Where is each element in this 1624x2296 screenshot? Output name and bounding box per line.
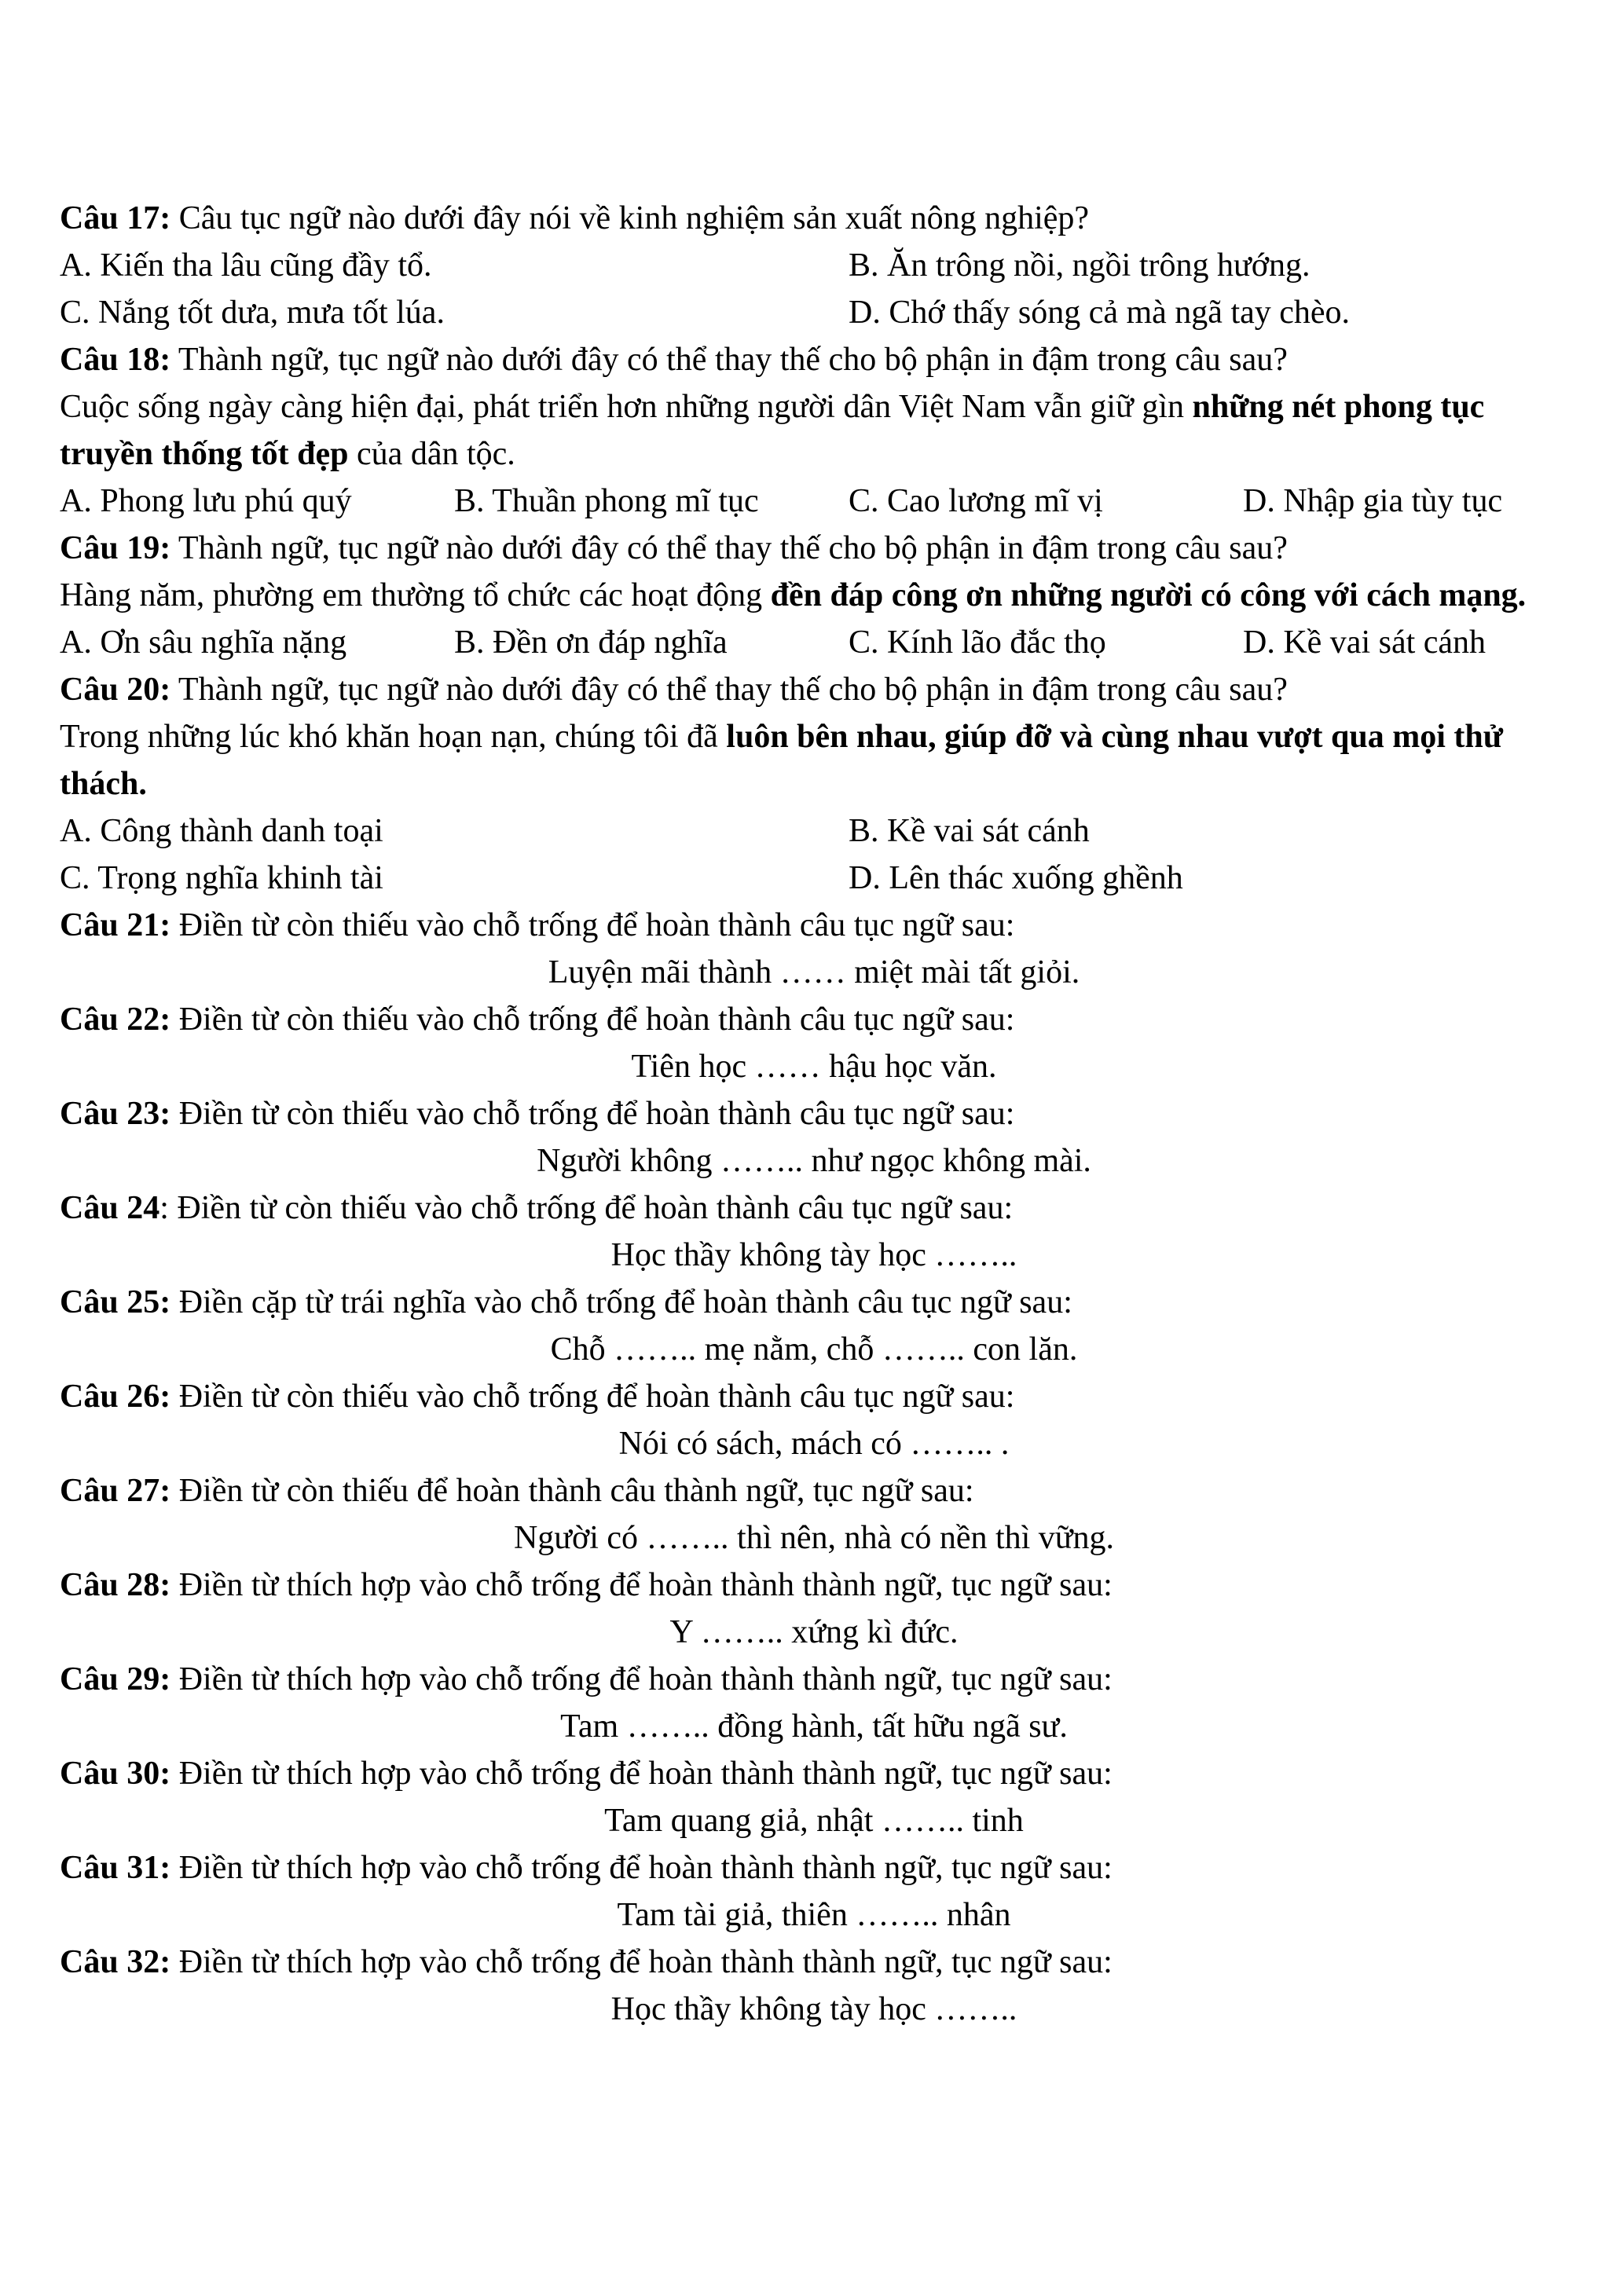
proverb-line: Học thầy không tày học …….. [610, 1237, 1017, 1273]
option-d[interactable]: D. Lên thác xuống ghềnh [849, 860, 1183, 896]
question-23 [60, 1090, 1568, 1137]
question-19 [60, 525, 1568, 572]
question-text: : Điền từ còn thiếu vào chỗ trống để hoàn thành câu tục ngữ sau: [159, 1190, 1014, 1226]
question-30 [60, 1750, 1568, 1797]
question-text: Thành ngữ, tục ngữ nào dưới đây có thể thay thế cho bộ phận in đậm trong câu sau? [170, 342, 1288, 378]
question-text: Điền cặp từ trái nghĩa vào chỗ trống để hoàn thành câu tục ngữ sau: [170, 1284, 1072, 1320]
question-label: Câu 32: [60, 1944, 171, 1980]
question-text: Điền từ thích hợp vào chỗ trống để hoàn thành thành ngữ, tục ngữ sau: [170, 1567, 1113, 1603]
proverb-line: Chỗ …….. mẹ nằm, chỗ …….. con lăn. [550, 1331, 1078, 1368]
question-sentence [60, 713, 1568, 807]
option-a[interactable]: A. Ơn sâu nghĩa nặng [60, 624, 347, 661]
option-b[interactable]: B. Kề vai sát cánh [849, 813, 1090, 849]
question-text: Điền từ còn thiếu để hoàn thành câu thành ngữ, tục ngữ sau: [170, 1473, 974, 1509]
question-label: Câu 25: [60, 1284, 171, 1320]
question-text: Điền từ thích hợp vào chỗ trống để hoàn thành thành ngữ, tục ngữ sau: [170, 1850, 1113, 1886]
option-a[interactable]: A. Kiến tha lâu cũng đầy tổ. [60, 247, 432, 284]
option-b[interactable]: B. Ăn trông nồi, ngồi trông hướng. [849, 247, 1311, 284]
options-row [60, 289, 1568, 336]
options-row [60, 478, 1568, 525]
question-label: Câu 19: [60, 530, 171, 566]
question-label: Câu 20: [60, 672, 171, 708]
question-24 [60, 1185, 1568, 1232]
proverb-line: Người có …….. thì nên, nhà có nền thì vững. [513, 1520, 1115, 1556]
question-label: Câu 29: [60, 1661, 171, 1697]
question-22 [60, 996, 1568, 1043]
question-text: Thành ngữ, tục ngữ nào dưới đây có thể thay thế cho bộ phận in đậm trong câu sau? [170, 530, 1288, 566]
proverb-line: Tam …….. đồng hành, tất hữu ngã sư. [560, 1708, 1068, 1745]
proverb-line: Y …….. xứng kì đức. [669, 1614, 959, 1650]
question-27 [60, 1467, 1568, 1514]
option-b[interactable]: B. Thuần phong mĩ tục [454, 483, 759, 519]
question-26 [60, 1373, 1568, 1420]
question-29 [60, 1656, 1568, 1703]
question-label: Câu 22: [60, 1002, 171, 1038]
question-text: Điền từ còn thiếu vào chỗ trống để hoàn thành câu tục ngữ sau: [170, 1002, 1015, 1038]
question-25 [60, 1279, 1568, 1326]
question-label: Câu 23: [60, 1096, 171, 1132]
question-label: Câu 24 [60, 1190, 160, 1226]
question-17 [60, 195, 1568, 242]
options-row [60, 619, 1568, 666]
sentence-bold-phrase: những nét phong tục truyền thống tốt đẹp [60, 389, 1485, 472]
proverb-line: Tam quang giả, nhật …….. tinh [604, 1803, 1024, 1839]
worksheet [60, 195, 1568, 2033]
question-text: Thành ngữ, tục ngữ nào dưới đây có thể thay thế cho bộ phận in đậm trong câu sau? [170, 672, 1288, 708]
option-c[interactable]: C. Kính lão đắc thọ [849, 624, 1106, 661]
option-a[interactable]: A. Công thành danh toại [60, 813, 383, 849]
proverb-line: Luyện mãi thành …… miệt mài tất giỏi. [548, 954, 1080, 991]
question-label: Câu 28: [60, 1567, 171, 1603]
sentence-text: Trong những lúc khó khăn hoạn nạn, chúng tôi đã [60, 719, 727, 755]
option-c[interactable]: C. Trọng nghĩa khinh tài [60, 860, 383, 896]
question-text: Điền từ thích hợp vào chỗ trống để hoàn thành thành ngữ, tục ngữ sau: [170, 1661, 1113, 1697]
options-row [60, 242, 1568, 289]
options-row [60, 855, 1568, 902]
question-28 [60, 1562, 1568, 1609]
question-label: Câu 31: [60, 1850, 171, 1886]
question-sentence [60, 572, 1568, 619]
question-text: Điền từ thích hợp vào chỗ trống để hoàn thành thành ngữ, tục ngữ sau: [170, 1944, 1113, 1980]
option-d[interactable]: D. Nhập gia tùy tục [1243, 483, 1503, 519]
sentence-bold-phrase: luôn bên nhau, giúp đỡ và cùng nhau vượt qua mọi thử thách. [60, 719, 1503, 802]
proverb-line: Nói có sách, mách có …….. . [618, 1426, 1010, 1462]
question-label: Câu 27: [60, 1473, 171, 1509]
options-row [60, 807, 1568, 855]
question-text: Điền từ còn thiếu vào chỗ trống để hoàn thành câu tục ngữ sau: [170, 907, 1015, 943]
question-label: Câu 30: [60, 1756, 171, 1792]
question-label: Câu 21: [60, 907, 171, 943]
question-18 [60, 336, 1568, 383]
proverb-line: Học thầy không tày học …….. [610, 1991, 1017, 2027]
question-21 [60, 902, 1568, 949]
question-text: Điền từ còn thiếu vào chỗ trống để hoàn thành câu tục ngữ sau: [170, 1096, 1015, 1132]
option-d[interactable]: D. Chớ thấy sóng cả mà ngã tay chèo. [849, 295, 1351, 331]
option-b[interactable]: B. Đền ơn đáp nghĩa [454, 624, 728, 661]
question-31 [60, 1844, 1568, 1891]
question-32 [60, 1939, 1568, 1986]
question-label: Câu 17: [60, 200, 171, 236]
option-a[interactable]: A. Phong lưu phú quý [60, 483, 352, 519]
question-label: Câu 18: [60, 342, 171, 378]
proverb-line: Người không …….. như ngọc không mài. [537, 1143, 1091, 1179]
question-label: Câu 26: [60, 1379, 171, 1415]
option-d[interactable]: D. Kề vai sát cánh [1243, 624, 1487, 661]
question-text: Điền từ còn thiếu vào chỗ trống để hoàn thành câu tục ngữ sau: [170, 1379, 1015, 1415]
sentence-text: Hàng năm, phường em thường tổ chức các hoạt động [60, 577, 771, 613]
sentence-bold-phrase: đền đáp công ơn những người có công với cách mạng. [770, 577, 1527, 613]
sentence-text: Cuộc sống ngày càng hiện đại, phát triển hơn những người dân Việt Nam vẫn giữ gìn [60, 389, 1193, 425]
question-20 [60, 666, 1568, 713]
option-c[interactable]: C. Cao lương mĩ vị [849, 483, 1103, 519]
proverb-line: Tam tài giả, thiên …….. nhân [617, 1897, 1011, 1933]
option-c[interactable]: C. Nắng tốt dưa, mưa tốt lúa. [60, 295, 445, 331]
question-text: Điền từ thích hợp vào chỗ trống để hoàn thành thành ngữ, tục ngữ sau: [170, 1756, 1113, 1792]
question-sentence [60, 383, 1568, 478]
question-text: Câu tục ngữ nào dưới đây nói về kinh nghiệm sản xuất nông nghiệp? [170, 200, 1090, 236]
proverb-line: Tiên học …… hậu học văn. [631, 1049, 997, 1085]
sentence-text: của dân tộc. [348, 436, 515, 472]
